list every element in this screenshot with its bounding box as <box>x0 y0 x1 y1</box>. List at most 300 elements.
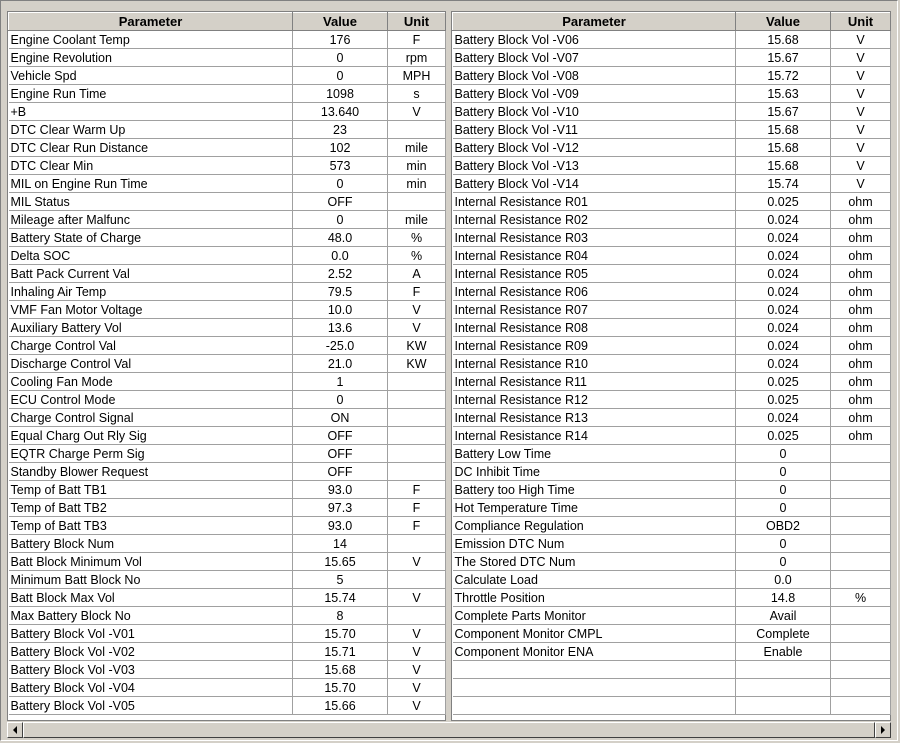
value-cell: 23 <box>293 121 388 139</box>
unit-cell <box>831 517 891 535</box>
parameter-cell: EQTR Charge Perm Sig <box>9 445 293 463</box>
unit-cell: min <box>388 157 446 175</box>
parameter-cell: Calculate Load <box>453 571 736 589</box>
table-row[interactable] <box>453 463 891 481</box>
value-cell: 15.65 <box>293 553 388 571</box>
table-row[interactable] <box>453 103 891 121</box>
table-row[interactable] <box>9 463 446 481</box>
value-cell: 0 <box>736 553 831 571</box>
parameter-cell: Battery Block Vol -V07 <box>453 49 736 67</box>
parameter-cell: Equal Charg Out Rly Sig <box>9 427 293 445</box>
value-cell <box>736 697 831 715</box>
unit-cell: V <box>831 49 891 67</box>
table-row[interactable] <box>9 499 446 517</box>
value-cell: 14.8 <box>736 589 831 607</box>
value-cell: 1098 <box>293 85 388 103</box>
unit-cell: ohm <box>831 211 891 229</box>
column-header-parameter[interactable]: Parameter <box>9 13 293 31</box>
table-row[interactable] <box>453 481 891 499</box>
unit-cell: V <box>831 121 891 139</box>
table-row[interactable] <box>9 373 446 391</box>
value-cell: 0.025 <box>736 373 831 391</box>
table-row[interactable] <box>453 49 891 67</box>
parameter-cell: DC Inhibit Time <box>453 463 736 481</box>
unit-cell <box>831 463 891 481</box>
value-cell: 97.3 <box>293 499 388 517</box>
unit-cell: rpm <box>388 49 446 67</box>
parameter-cell: Internal Resistance R03 <box>453 229 736 247</box>
unit-cell <box>388 193 446 211</box>
value-cell: 15.72 <box>736 67 831 85</box>
unit-cell: ohm <box>831 427 891 445</box>
value-cell: 0.024 <box>736 337 831 355</box>
unit-cell: ohm <box>831 247 891 265</box>
value-cell: 176 <box>293 31 388 49</box>
table-row[interactable] <box>9 67 446 85</box>
parameter-cell: Internal Resistance R07 <box>453 301 736 319</box>
parameter-cell: Delta SOC <box>9 247 293 265</box>
unit-cell: s <box>388 85 446 103</box>
unit-cell: ohm <box>831 265 891 283</box>
parameter-cell: Internal Resistance R05 <box>453 265 736 283</box>
value-cell: 0.0 <box>293 247 388 265</box>
table-row[interactable] <box>453 175 891 193</box>
table-row[interactable] <box>9 625 446 643</box>
table-row[interactable] <box>9 517 446 535</box>
value-cell: 0.024 <box>736 409 831 427</box>
table-row[interactable] <box>453 499 891 517</box>
table-row[interactable] <box>9 175 446 193</box>
unit-cell <box>831 697 891 715</box>
column-header-value[interactable]: Value <box>293 13 388 31</box>
parameter-cell: VMF Fan Motor Voltage <box>9 301 293 319</box>
unit-cell: V <box>388 301 446 319</box>
unit-cell <box>831 571 891 589</box>
value-cell: 0.024 <box>736 301 831 319</box>
value-cell: 15.74 <box>736 175 831 193</box>
parameter-cell: Battery Block Vol -V06 <box>453 31 736 49</box>
parameter-table-left <box>7 11 446 721</box>
unit-cell <box>831 445 891 463</box>
unit-cell <box>831 661 891 679</box>
unit-cell: V <box>388 661 446 679</box>
parameter-cell: Internal Resistance R10 <box>453 355 736 373</box>
parameter-cell: The Stored DTC Num <box>453 553 736 571</box>
table-row[interactable] <box>453 445 891 463</box>
unit-cell: ohm <box>831 193 891 211</box>
unit-cell <box>388 445 446 463</box>
table-row[interactable] <box>453 625 891 643</box>
table-row[interactable] <box>453 139 891 157</box>
table-row[interactable] <box>453 211 891 229</box>
table-row[interactable] <box>9 553 446 571</box>
arrow-right-icon <box>881 726 885 734</box>
value-cell: 15.70 <box>293 625 388 643</box>
table-row[interactable] <box>9 211 446 229</box>
parameter-cell: Battery Block Vol -V13 <box>453 157 736 175</box>
value-cell: 15.68 <box>736 139 831 157</box>
parameter-cell: Discharge Control Val <box>9 355 293 373</box>
unit-cell: V <box>388 625 446 643</box>
table-row[interactable] <box>9 157 446 175</box>
unit-cell: V <box>831 31 891 49</box>
unit-cell: A <box>388 265 446 283</box>
table-row[interactable] <box>453 607 891 625</box>
table-row[interactable] <box>453 535 891 553</box>
table-row[interactable] <box>453 373 891 391</box>
parameter-cell: Battery Block Vol -V04 <box>9 679 293 697</box>
unit-cell <box>388 121 446 139</box>
unit-cell <box>388 427 446 445</box>
value-cell: 0 <box>736 463 831 481</box>
value-cell: 15.67 <box>736 49 831 67</box>
parameter-cell: Component Monitor CMPL <box>453 625 736 643</box>
parameter-cell: MIL Status <box>9 193 293 211</box>
table-row[interactable] <box>9 283 446 301</box>
table-row[interactable] <box>9 301 446 319</box>
parameter-cell: DTC Clear Warm Up <box>9 121 293 139</box>
parameter-cell: Internal Resistance R13 <box>453 409 736 427</box>
value-cell: OBD2 <box>736 517 831 535</box>
unit-cell: V <box>831 175 891 193</box>
unit-cell: F <box>388 517 446 535</box>
unit-cell <box>831 481 891 499</box>
horizontal-scrollbar[interactable] <box>7 722 891 738</box>
column-header-parameter[interactable]: Parameter <box>453 13 736 31</box>
value-cell: 0.024 <box>736 229 831 247</box>
value-cell: 5 <box>293 571 388 589</box>
table-row[interactable] <box>9 355 446 373</box>
unit-cell: % <box>831 589 891 607</box>
table-row[interactable] <box>9 409 446 427</box>
parameter-cell: Battery Low Time <box>453 445 736 463</box>
table-row[interactable] <box>9 265 446 283</box>
value-cell: 0 <box>293 391 388 409</box>
table-row[interactable] <box>9 427 446 445</box>
unit-cell <box>388 391 446 409</box>
parameter-cell: Internal Resistance R01 <box>453 193 736 211</box>
unit-cell <box>831 553 891 571</box>
table-row[interactable] <box>453 553 891 571</box>
value-cell: ON <box>293 409 388 427</box>
value-cell: 0.0 <box>736 571 831 589</box>
value-cell: Avail <box>736 607 831 625</box>
unit-cell: KW <box>388 355 446 373</box>
unit-cell <box>831 535 891 553</box>
parameter-cell: Internal Resistance R14 <box>453 427 736 445</box>
value-cell: Enable <box>736 643 831 661</box>
table-row[interactable] <box>9 607 446 625</box>
table-header-row <box>9 13 446 31</box>
value-cell: 0 <box>736 481 831 499</box>
table-row[interactable] <box>453 301 891 319</box>
unit-cell <box>831 679 891 697</box>
parameter-cell: Charge Control Val <box>9 337 293 355</box>
table-row[interactable] <box>453 157 891 175</box>
column-header-unit[interactable]: Unit <box>831 13 891 31</box>
value-cell: 102 <box>293 139 388 157</box>
table-row[interactable] <box>453 67 891 85</box>
table-row[interactable] <box>453 679 891 697</box>
table-row[interactable] <box>9 589 446 607</box>
unit-cell: V <box>831 139 891 157</box>
table-body-right <box>453 31 891 715</box>
column-header-unit[interactable]: Unit <box>388 13 446 31</box>
table-row[interactable] <box>453 265 891 283</box>
parameter-cell: Hot Temperature Time <box>453 499 736 517</box>
unit-cell: V <box>388 553 446 571</box>
value-cell: 15.68 <box>736 121 831 139</box>
parameter-cell: Internal Resistance R04 <box>453 247 736 265</box>
unit-cell: F <box>388 31 446 49</box>
table-row[interactable] <box>9 229 446 247</box>
unit-cell: % <box>388 247 446 265</box>
value-cell: 8 <box>293 607 388 625</box>
unit-cell: V <box>388 319 446 337</box>
value-cell: 15.66 <box>293 697 388 715</box>
value-cell: 573 <box>293 157 388 175</box>
parameter-cell: Batt Pack Current Val <box>9 265 293 283</box>
table-row[interactable] <box>453 427 891 445</box>
parameter-cell: Battery Block Vol -V08 <box>453 67 736 85</box>
unit-cell: ohm <box>831 409 891 427</box>
table-row[interactable] <box>9 679 446 697</box>
table-row[interactable] <box>453 571 891 589</box>
parameter-cell: Max Battery Block No <box>9 607 293 625</box>
table-row[interactable] <box>453 193 891 211</box>
unit-cell: V <box>831 85 891 103</box>
parameter-cell: Minimum Batt Block No <box>9 571 293 589</box>
unit-cell: V <box>831 157 891 175</box>
unit-cell: ohm <box>831 373 891 391</box>
unit-cell <box>388 463 446 481</box>
table-row[interactable] <box>9 337 446 355</box>
value-cell: 0.024 <box>736 247 831 265</box>
table-row[interactable] <box>9 31 446 49</box>
value-cell: 0.024 <box>736 211 831 229</box>
parameter-cell: Internal Resistance R09 <box>453 337 736 355</box>
table-row[interactable] <box>9 319 446 337</box>
unit-cell: V <box>388 589 446 607</box>
parameter-cell: Batt Block Minimum Vol <box>9 553 293 571</box>
parameter-cell: Battery Block Vol -V14 <box>453 175 736 193</box>
table-row[interactable] <box>9 481 446 499</box>
table-row[interactable] <box>9 121 446 139</box>
table-row[interactable] <box>9 391 446 409</box>
scroll-right-button[interactable] <box>875 722 891 738</box>
table-row[interactable] <box>453 661 891 679</box>
parameter-cell: Battery Block Vol -V01 <box>9 625 293 643</box>
unit-cell: ohm <box>831 301 891 319</box>
unit-cell <box>388 409 446 427</box>
scroll-left-button[interactable] <box>7 722 23 738</box>
table-row[interactable] <box>9 445 446 463</box>
parameter-cell: Internal Resistance R11 <box>453 373 736 391</box>
value-cell <box>736 661 831 679</box>
unit-cell: F <box>388 481 446 499</box>
unit-cell: V <box>388 697 446 715</box>
parameter-cell: Internal Resistance R08 <box>453 319 736 337</box>
table-row[interactable] <box>453 517 891 535</box>
value-cell: OFF <box>293 193 388 211</box>
table-body-left <box>9 31 446 715</box>
parameter-cell: Battery Block Vol -V10 <box>453 103 736 121</box>
value-cell: 0.024 <box>736 283 831 301</box>
unit-cell <box>831 607 891 625</box>
table-row[interactable] <box>453 319 891 337</box>
table-row[interactable] <box>9 661 446 679</box>
value-cell: OFF <box>293 463 388 481</box>
parameter-cell <box>453 697 736 715</box>
unit-cell: KW <box>388 337 446 355</box>
parameter-cell: Temp of Batt TB2 <box>9 499 293 517</box>
table-row[interactable] <box>453 697 891 715</box>
table-row[interactable] <box>453 337 891 355</box>
value-cell: 0 <box>736 535 831 553</box>
parameter-cell: Battery Block Vol -V03 <box>9 661 293 679</box>
value-cell: 15.74 <box>293 589 388 607</box>
table-row[interactable] <box>453 409 891 427</box>
unit-cell: ohm <box>831 391 891 409</box>
table-row[interactable] <box>453 85 891 103</box>
value-cell <box>736 679 831 697</box>
parameter-table-right <box>451 11 891 721</box>
value-cell: 0 <box>736 445 831 463</box>
unit-cell: ohm <box>831 283 891 301</box>
parameter-cell: Component Monitor ENA <box>453 643 736 661</box>
value-cell: 1 <box>293 373 388 391</box>
value-cell: 15.68 <box>736 31 831 49</box>
value-cell: 0 <box>736 499 831 517</box>
value-cell: 2.52 <box>293 265 388 283</box>
parameter-cell: MIL on Engine Run Time <box>9 175 293 193</box>
value-cell: 15.68 <box>736 157 831 175</box>
value-cell: 15.63 <box>736 85 831 103</box>
value-cell: -25.0 <box>293 337 388 355</box>
table-row[interactable] <box>9 535 446 553</box>
value-cell: 15.67 <box>736 103 831 121</box>
parameter-cell: Auxiliary Battery Vol <box>9 319 293 337</box>
parameter-cell: Battery too High Time <box>453 481 736 499</box>
table-row[interactable] <box>453 283 891 301</box>
unit-cell: V <box>388 679 446 697</box>
parameter-cell: Standby Blower Request <box>9 463 293 481</box>
parameter-cell: Temp of Batt TB1 <box>9 481 293 499</box>
unit-cell: V <box>388 643 446 661</box>
unit-cell <box>388 535 446 553</box>
parameter-cell: Inhaling Air Temp <box>9 283 293 301</box>
table-row[interactable] <box>9 247 446 265</box>
value-cell: 0 <box>293 211 388 229</box>
parameter-cell: Mileage after Malfunc <box>9 211 293 229</box>
value-cell: 21.0 <box>293 355 388 373</box>
arrow-left-icon <box>13 726 17 734</box>
value-cell: Complete <box>736 625 831 643</box>
unit-cell: F <box>388 283 446 301</box>
table-row[interactable] <box>9 697 446 715</box>
unit-cell: ohm <box>831 337 891 355</box>
value-cell: 14 <box>293 535 388 553</box>
unit-cell: mile <box>388 139 446 157</box>
value-cell: 48.0 <box>293 229 388 247</box>
table-row[interactable] <box>453 229 891 247</box>
value-cell: 0.025 <box>736 427 831 445</box>
table-row[interactable] <box>453 643 891 661</box>
unit-cell: F <box>388 499 446 517</box>
value-cell: 93.0 <box>293 517 388 535</box>
table-row[interactable] <box>9 643 446 661</box>
table-row[interactable] <box>9 193 446 211</box>
parameter-cell: ECU Control Mode <box>9 391 293 409</box>
table-row[interactable] <box>453 121 891 139</box>
value-cell: 0.025 <box>736 391 831 409</box>
parameter-cell: Emission DTC Num <box>453 535 736 553</box>
unit-cell <box>831 625 891 643</box>
table-row[interactable] <box>453 355 891 373</box>
parameter-cell: Battery Block Vol -V12 <box>453 139 736 157</box>
table-row[interactable] <box>9 571 446 589</box>
value-cell: 0 <box>293 49 388 67</box>
parameter-cell: +B <box>9 103 293 121</box>
value-cell: OFF <box>293 427 388 445</box>
unit-cell: MPH <box>388 67 446 85</box>
unit-cell: ohm <box>831 355 891 373</box>
value-cell: 15.70 <box>293 679 388 697</box>
parameter-cell: Battery Block Vol -V11 <box>453 121 736 139</box>
parameter-cell: Internal Resistance R06 <box>453 283 736 301</box>
table-row[interactable] <box>9 85 446 103</box>
unit-cell <box>831 499 891 517</box>
column-header-value[interactable]: Value <box>736 13 831 31</box>
parameter-cell: Engine Revolution <box>9 49 293 67</box>
value-cell: OFF <box>293 445 388 463</box>
scrollbar-thumb[interactable] <box>23 722 875 738</box>
value-cell: 15.71 <box>293 643 388 661</box>
parameter-cell: Temp of Batt TB3 <box>9 517 293 535</box>
parameter-cell: Charge Control Signal <box>9 409 293 427</box>
parameter-cell: Engine Run Time <box>9 85 293 103</box>
unit-cell: V <box>831 67 891 85</box>
unit-cell: % <box>388 229 446 247</box>
parameter-cell: Battery Block Num <box>9 535 293 553</box>
unit-cell: V <box>831 103 891 121</box>
value-cell: 0 <box>293 67 388 85</box>
parameter-cell: Compliance Regulation <box>453 517 736 535</box>
value-cell: 13.640 <box>293 103 388 121</box>
table-row[interactable] <box>9 139 446 157</box>
table-row[interactable] <box>453 31 891 49</box>
table-row[interactable] <box>9 103 446 121</box>
table-row[interactable] <box>453 247 891 265</box>
unit-cell <box>831 643 891 661</box>
table-row[interactable] <box>453 589 891 607</box>
unit-cell <box>388 571 446 589</box>
value-cell: 0.024 <box>736 319 831 337</box>
value-cell: 0 <box>293 175 388 193</box>
unit-cell: mile <box>388 211 446 229</box>
table-row[interactable] <box>9 49 446 67</box>
parameter-cell: Battery State of Charge <box>9 229 293 247</box>
unit-cell: min <box>388 175 446 193</box>
parameter-cell: Battery Block Vol -V02 <box>9 643 293 661</box>
table-header-row <box>453 13 891 31</box>
parameter-cell: Battery Block Vol -V05 <box>9 697 293 715</box>
parameter-cell: Engine Coolant Temp <box>9 31 293 49</box>
table-row[interactable] <box>453 391 891 409</box>
value-cell: 10.0 <box>293 301 388 319</box>
parameter-cell: Internal Resistance R12 <box>453 391 736 409</box>
value-cell: 93.0 <box>293 481 388 499</box>
